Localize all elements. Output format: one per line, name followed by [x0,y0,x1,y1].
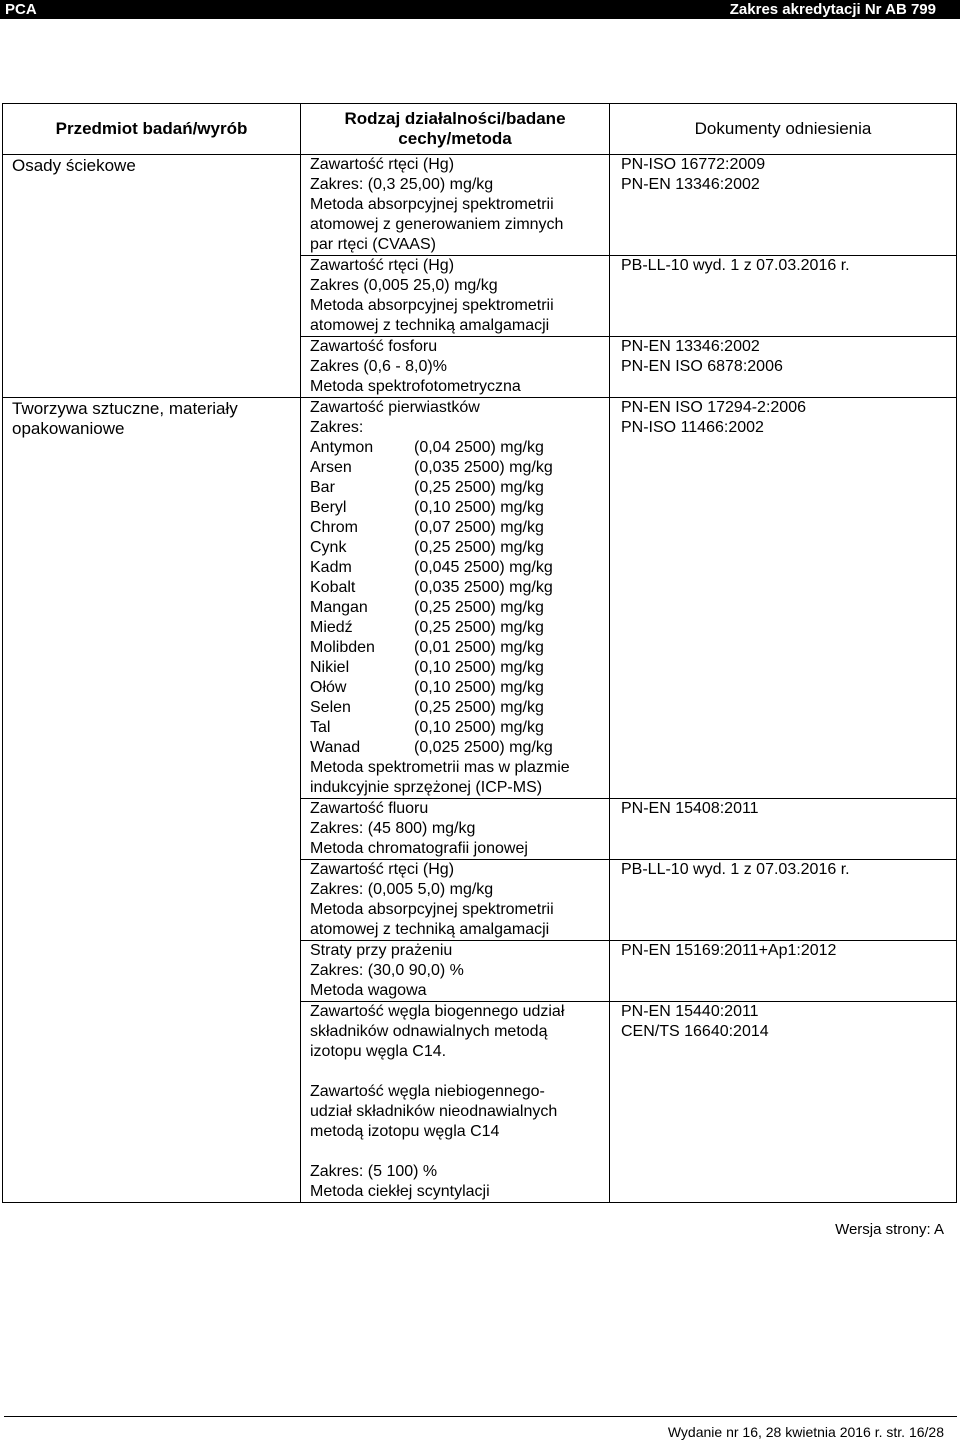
footer-divider [4,1416,957,1417]
docs-cell [610,1002,957,1203]
method-line: Metoda absorpcyjnej spektrometrii [310,297,554,314]
element-range: (0,07 2500) mg/kg [414,519,544,536]
doc-ref: PN-EN 13346:2002 [621,176,760,193]
doc-ref: PN-EN 15169:2011+Ap1:2012 [621,942,837,959]
method-cell [301,155,610,256]
element-name: Bar [310,479,335,496]
element-name: Chrom [310,519,359,536]
element-range: (0,045 2500) mg/kg [414,559,553,576]
element-name: Selen [310,699,351,716]
method-line: Metoda ciekłej scyntylacji [310,1183,490,1200]
page-header-bar [0,0,960,19]
column-header-documents: Dokumenty odniesienia [610,104,957,155]
docs-cell [610,337,957,398]
column-header-subject: Przedmiot badań/wyrób [3,104,301,155]
doc-ref: PN-EN ISO 17294-2:2006 [621,399,806,416]
method-line: atomowej z techniką amalgamacji [310,921,550,938]
element-name: Tal [310,719,331,736]
method-cell [301,337,610,398]
doc-ref: PN-EN ISO 6878:2006 [621,358,783,375]
element-row [310,638,609,658]
docs-cell [610,799,957,860]
element-range: (0,25 2500) mg/kg [414,539,544,556]
element-range: (0,25 2500) mg/kg [414,599,544,616]
method-line: Zakres: [310,419,364,436]
element-row [310,658,609,678]
element-row [310,478,609,498]
method-line: indukcyjnie sprzężonej (ICP-MS) [310,779,543,796]
subject-label: opakowaniowe [12,419,125,438]
element-range: (0,10 2500) mg/kg [414,659,544,676]
method-line: Zawartość rtęci (Hg) [310,156,455,173]
method-line: Zakres (0,005 25,0) mg/kg [310,277,498,294]
method-cell [301,1002,610,1203]
element-range: (0,035 2500) mg/kg [414,459,553,476]
doc-ref: PN-EN 13346:2002 [621,338,760,355]
method-line: Zakres: (0,005 5,0) mg/kg [310,881,494,898]
element-name: Antymon [310,439,374,456]
element-name: Miedź [310,619,353,636]
element-range: (0,10 2500) mg/kg [414,719,544,736]
docs-cell [610,155,957,256]
docs-cell [610,941,957,1002]
method-cell [301,398,610,799]
method-line: Metoda spektrofotometryczna [310,378,521,395]
page-version: Wersja strony: A [835,1221,944,1238]
element-range: (0,10 2500) mg/kg [414,679,544,696]
element-row [310,538,609,558]
element-name: Molibden [310,639,375,656]
method-line: Straty przy prażeniu [310,942,453,959]
element-name: Kobalt [310,579,356,596]
element-row [310,698,609,718]
doc-ref: PB-LL-10 wyd. 1 z 07.03.2016 r. [621,861,850,878]
method-line: Zakres: (45 800) mg/kg [310,820,476,837]
element-row [310,598,609,618]
method-cell [301,860,610,941]
method-line: Zakres (0,6 - 8,0)% [310,358,447,375]
method-line: Zawartość rtęci (Hg) [310,861,455,878]
header-left: PCA [5,1,37,18]
subject-label: Tworzywa sztuczne, materiały [12,399,238,418]
subject-cell [3,155,301,398]
method-line: Metoda absorpcyjnej spektrometrii [310,196,554,213]
element-name: Cynk [310,539,347,556]
element-range: (0,025 2500) mg/kg [414,739,553,756]
doc-ref: PN-EN 15440:2011 [621,1003,759,1020]
method-line: par rtęci (CVAAS) [310,236,436,253]
method-line: Zawartość węgla niebiogennego- [310,1083,545,1100]
element-name: Ołów [310,679,347,696]
table-row [3,155,957,256]
element-row [310,718,609,738]
page-footer: Wydanie nr 16, 28 kwietnia 2016 r. str. 16/28 [667,1424,944,1440]
element-range: (0,10 2500) mg/kg [414,499,544,516]
method-cell [301,941,610,1002]
header-right: Zakres akredytacji Nr AB 799 [729,1,936,18]
element-row [310,738,609,758]
method-line: Zakres: (0,3 25,00) mg/kg [310,176,494,193]
element-row [310,618,609,638]
element-range: (0,25 2500) mg/kg [414,699,544,716]
method-cell [301,256,610,337]
docs-cell [610,860,957,941]
method-line: Metoda wagowa [310,982,427,999]
element-range: (0,035 2500) mg/kg [414,579,553,596]
element-row [310,458,609,478]
doc-ref: PN-ISO 11466:2002 [621,419,764,436]
docs-cell [610,256,957,337]
table-header-row [3,104,957,155]
method-line: atomowej z generowaniem zimnych [310,216,564,233]
element-range: (0,25 2500) mg/kg [414,479,544,496]
method-line: Zawartość węgla biogennego udział [310,1003,565,1020]
doc-ref: PN-EN 15408:2011 [621,800,759,817]
element-row [310,518,609,538]
method-line: Zawartość pierwiastków [310,399,480,416]
element-row [310,498,609,518]
method-line: składników odnawialnych metodą [310,1023,548,1040]
method-line: atomowej z techniką amalgamacji [310,317,550,334]
method-line: Zakres: (30,0 90,0) % [310,962,464,979]
element-name: Arsen [310,459,352,476]
method-line: metodą izotopu węgla C14 [310,1123,500,1140]
element-row [310,558,609,578]
method-cell [301,799,610,860]
element-name: Beryl [310,499,347,516]
element-name: Wanad [310,739,361,756]
method-line: udział składników nieodnawialnych [310,1103,558,1120]
method-line: izotopu węgla C14. [310,1043,447,1060]
element-range: (0,04 2500) mg/kg [414,439,544,456]
element-name: Kadm [310,559,352,576]
subject-cell [3,398,301,1203]
method-line: Metoda absorpcyjnej spektrometrii [310,901,554,918]
element-row [310,578,609,598]
element-name: Nikiel [310,659,350,676]
subject-label: Osady ściekowe [12,156,136,175]
element-range: (0,01 2500) mg/kg [414,639,544,656]
docs-cell [610,398,957,799]
element-name: Mangan [310,599,368,616]
doc-ref: PB-LL-10 wyd. 1 z 07.03.2016 r. [621,257,850,274]
method-line: Metoda chromatografii jonowej [310,840,528,857]
doc-ref: PN-ISO 16772:2009 [621,156,766,173]
accreditation-table [2,103,957,1203]
element-row [310,678,609,698]
method-line: Zawartość fosforu [310,338,438,355]
doc-ref: CEN/TS 16640:2014 [621,1023,769,1040]
method-line: Zakres: (5 100) % [310,1163,438,1180]
method-line: Zawartość rtęci (Hg) [310,257,455,274]
element-list [310,438,609,758]
column-header-activity: Rodzaj działalności/badane cechy/metoda [301,104,610,155]
method-line: Metoda spektrometrii mas w plazmie [310,759,570,776]
table-row [3,398,957,799]
element-row [310,438,609,458]
element-range: (0,25 2500) mg/kg [414,619,544,636]
method-line: Zawartość fluoru [310,800,429,817]
